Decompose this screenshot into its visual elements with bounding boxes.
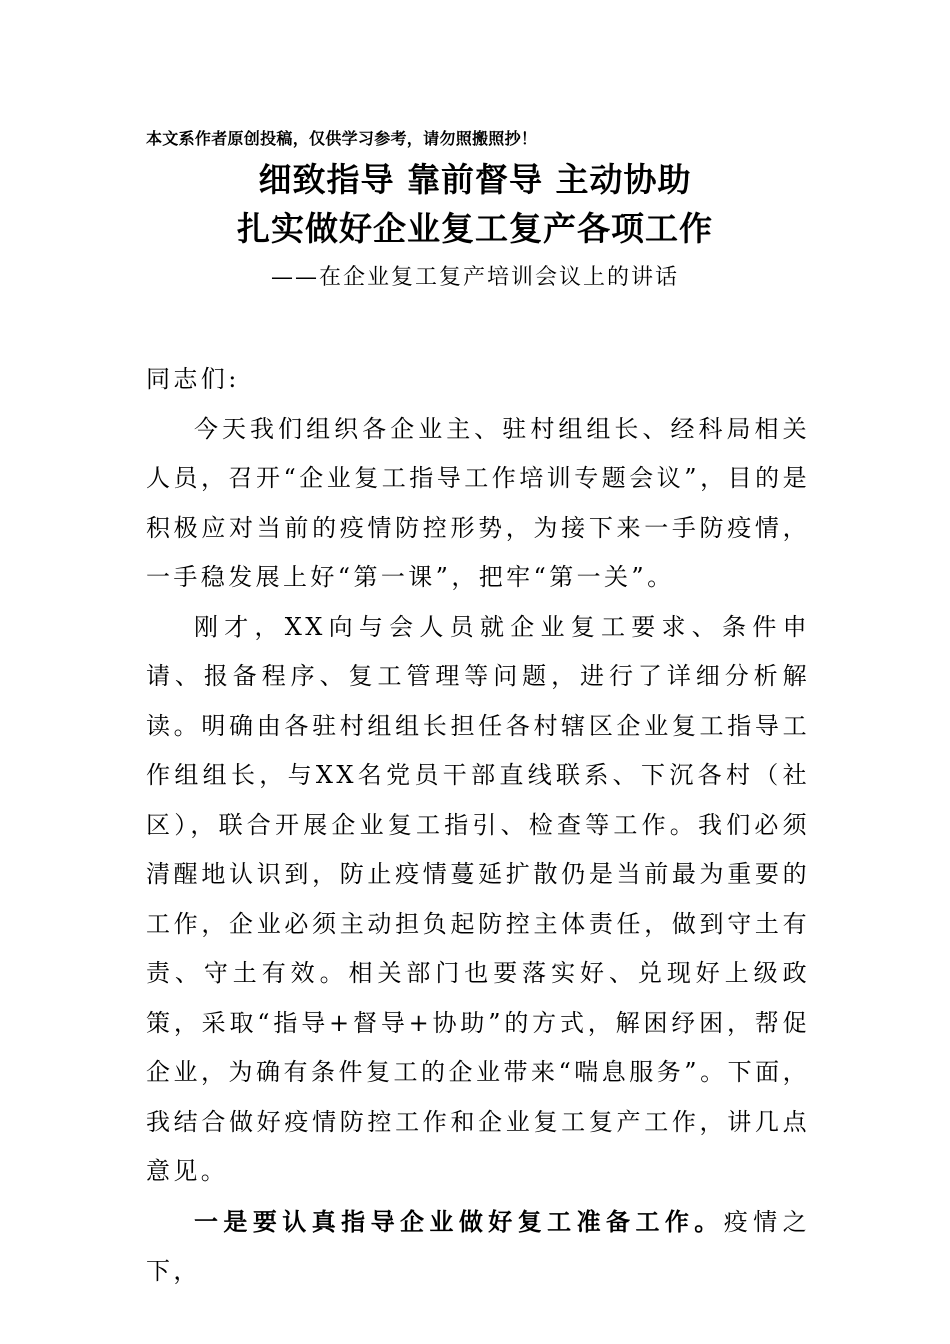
salutation: 同志们: [146,365,240,393]
title-line-2: 扎实做好企业复工复产各项工作 [237,209,713,248]
paragraph-2: 刚才，XX向与会人员就企业复工要求、条件申请、报备程序、复工管理等问题，进行了详细分析解读。明确由各驻村组组长担任各村辖区企业复工指导工作组组长，与XX名党员干部直线联系、下沉各村（社区），联合开展企业复工指引、检查等工作。我们必须清醒地认识到，防止疫情蔓延扩散仍是当前最为重要的工作，企业必须主动担负起防控主体责任，做到守土有责、守土有效。相关部门也要落实好、兑现好上级政策，采取“指导+督导+协助”的方式，解困纾困，帮促企业，为确有条件复工的企业带来“喘息服务”。下面，我结合做好疫情防控工作和企业复工复产工作，讲几点意见。 [146,612,810,1185]
paragraph-3-text: 疫情之下， [146,1207,810,1285]
paragraph-1: 今天我们组织各企业主、驻村组组长、经科局相关人员，召开“企业复工指导工作培训专题会议”，目的是积极应对当前的疫情防控形势，为接下来一手防疫情，一手稳发展上好“第一课”，把牢“第一关”。 [146,414,810,591]
subtitle: ——在企业复工复产培训会议上的讲话 [270,265,679,290]
title-line-1: 细致指导 靠前督导 主动协助 [258,160,692,199]
paragraph-3 [146,1197,810,1297]
speech-body [146,355,810,1297]
copyright-notice: 本文系作者原创投稿，仅供学习参考，请勿照搬照抄！ [146,129,538,148]
paragraph-3-lead: 一是要认真指导企业做好复工准备工作。 [194,1206,724,1236]
